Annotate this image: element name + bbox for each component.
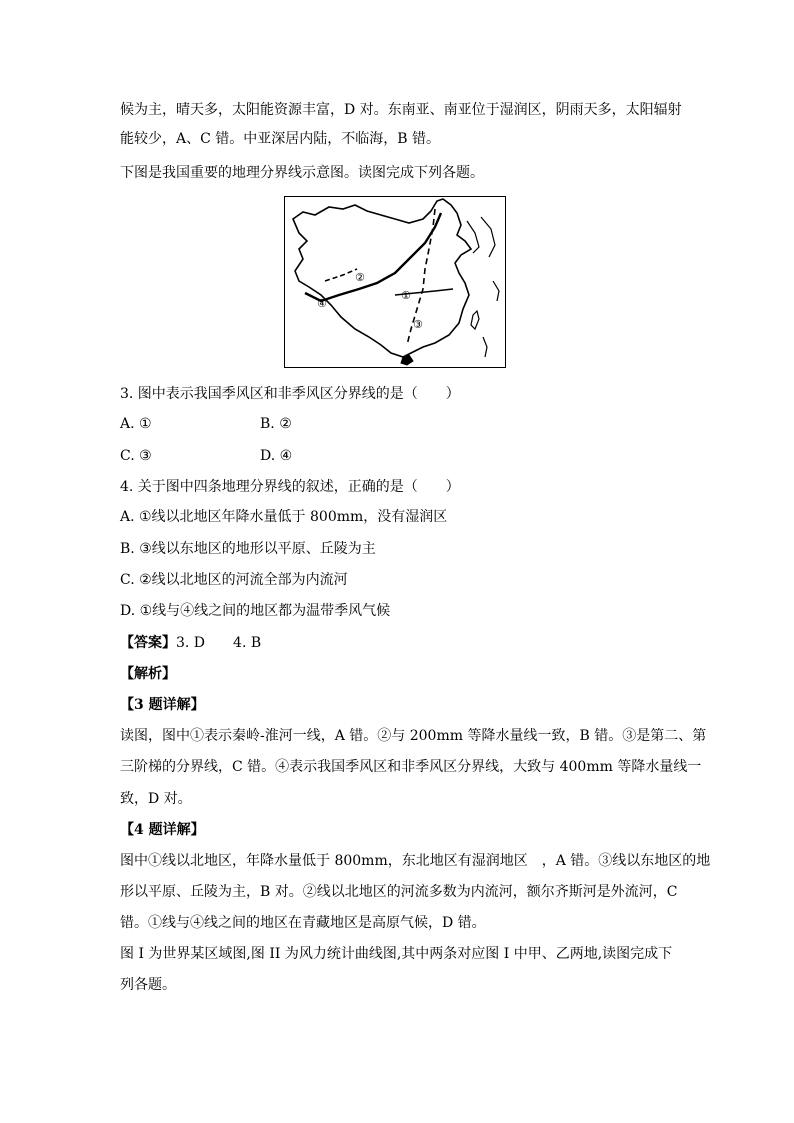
q4-option-b: B. ③线以东地区的地形以平原、丘陵为主 — [120, 541, 376, 557]
boundary-line-2 — [325, 269, 357, 281]
q3-option-d: D. ④ — [260, 448, 293, 464]
map-label-3: ③ — [413, 318, 423, 331]
intro-line-3: 下图是我国重要的地理分界线示意图。读图完成下列各题。 — [120, 165, 484, 181]
china-border — [293, 199, 471, 357]
q4-option-a: A. ①线以北地区年降水量低于 800mm，没有湿润区 — [120, 509, 448, 525]
answer-text: 3. D 4. B — [176, 635, 262, 651]
detail-3-line-3: 致，D 对。 — [120, 791, 192, 807]
map-drawing — [285, 197, 506, 368]
taiwan-island — [471, 311, 479, 329]
coastline-islands — [483, 281, 499, 357]
china-boundary-map — [284, 196, 506, 368]
detail-4-label: 【4 题详解】 — [120, 822, 205, 838]
detail-4-line-1: 图中①线以北地区，年降水量低于 800mm，东北地区有湿润地区 ，A 错。③线以东地区的地 — [120, 853, 711, 869]
detail-3-line-2: 三阶梯的分界线，C 错。④表示我国季风区和非季风区分界线，大致与 400mm 等降水量线一 — [120, 759, 702, 775]
map-label-2: ② — [355, 271, 365, 284]
detail-4-line-3: 错。①线与④线之间的地区在青藏地区是高原气候，D 错。 — [120, 915, 486, 931]
intro-line-1: 候为主，晴天多，太阳能资源丰富，D 对。东南亚、南亚位于湿润区，阴雨天多，太阳辐射 — [120, 102, 682, 118]
q4-option-d: D. ①线与④线之间的地区都为温带季风气候 — [120, 603, 391, 619]
answer-line — [120, 633, 261, 653]
answer-label: 【答案】 — [120, 635, 176, 651]
q4-option-c: C. ②线以北地区的河流全部为内流河 — [120, 572, 348, 588]
question-4-stem: 4. 关于图中四条地理分界线的叙述，正确的是（ ） — [120, 479, 460, 495]
map-label-1: ① — [401, 289, 411, 302]
question-3-stem: 3. 图中表示我国季风区和非季风区分界线的是（ ） — [120, 386, 460, 402]
analysis-label: 【解析】 — [120, 666, 176, 682]
coastline-northeast — [467, 217, 495, 257]
detail-4-line-2: 形以平原、丘陵为主，B 对。②线以北地区的河流多数为内流河，额尔齐斯河是外流河，C — [120, 884, 678, 900]
q3-option-b: B. ② — [260, 416, 292, 432]
boundary-line-4 — [305, 213, 441, 301]
next-intro-line-2: 列各题。 — [120, 977, 176, 993]
intro-line-2: 能较少，A、C 错。中亚深居内陆，不临海，B 错。 — [120, 131, 441, 147]
q3-option-a: A. ① — [120, 416, 152, 432]
detail-3-label: 【3 题详解】 — [120, 697, 205, 713]
detail-3-line-1: 读图，图中①表示秦岭-淮河一线，A 错。②与 200mm 等降水量线一致，B 错。③是第二、第 — [120, 728, 707, 744]
map-label-4: ④ — [317, 297, 327, 310]
next-intro-line-1: 图 I 为世界某区域图,图 II 为风力统计曲线图,其中两条对应图 I 中甲、乙两地,读图完成下 — [120, 946, 673, 962]
q3-option-c: C. ③ — [120, 448, 152, 464]
